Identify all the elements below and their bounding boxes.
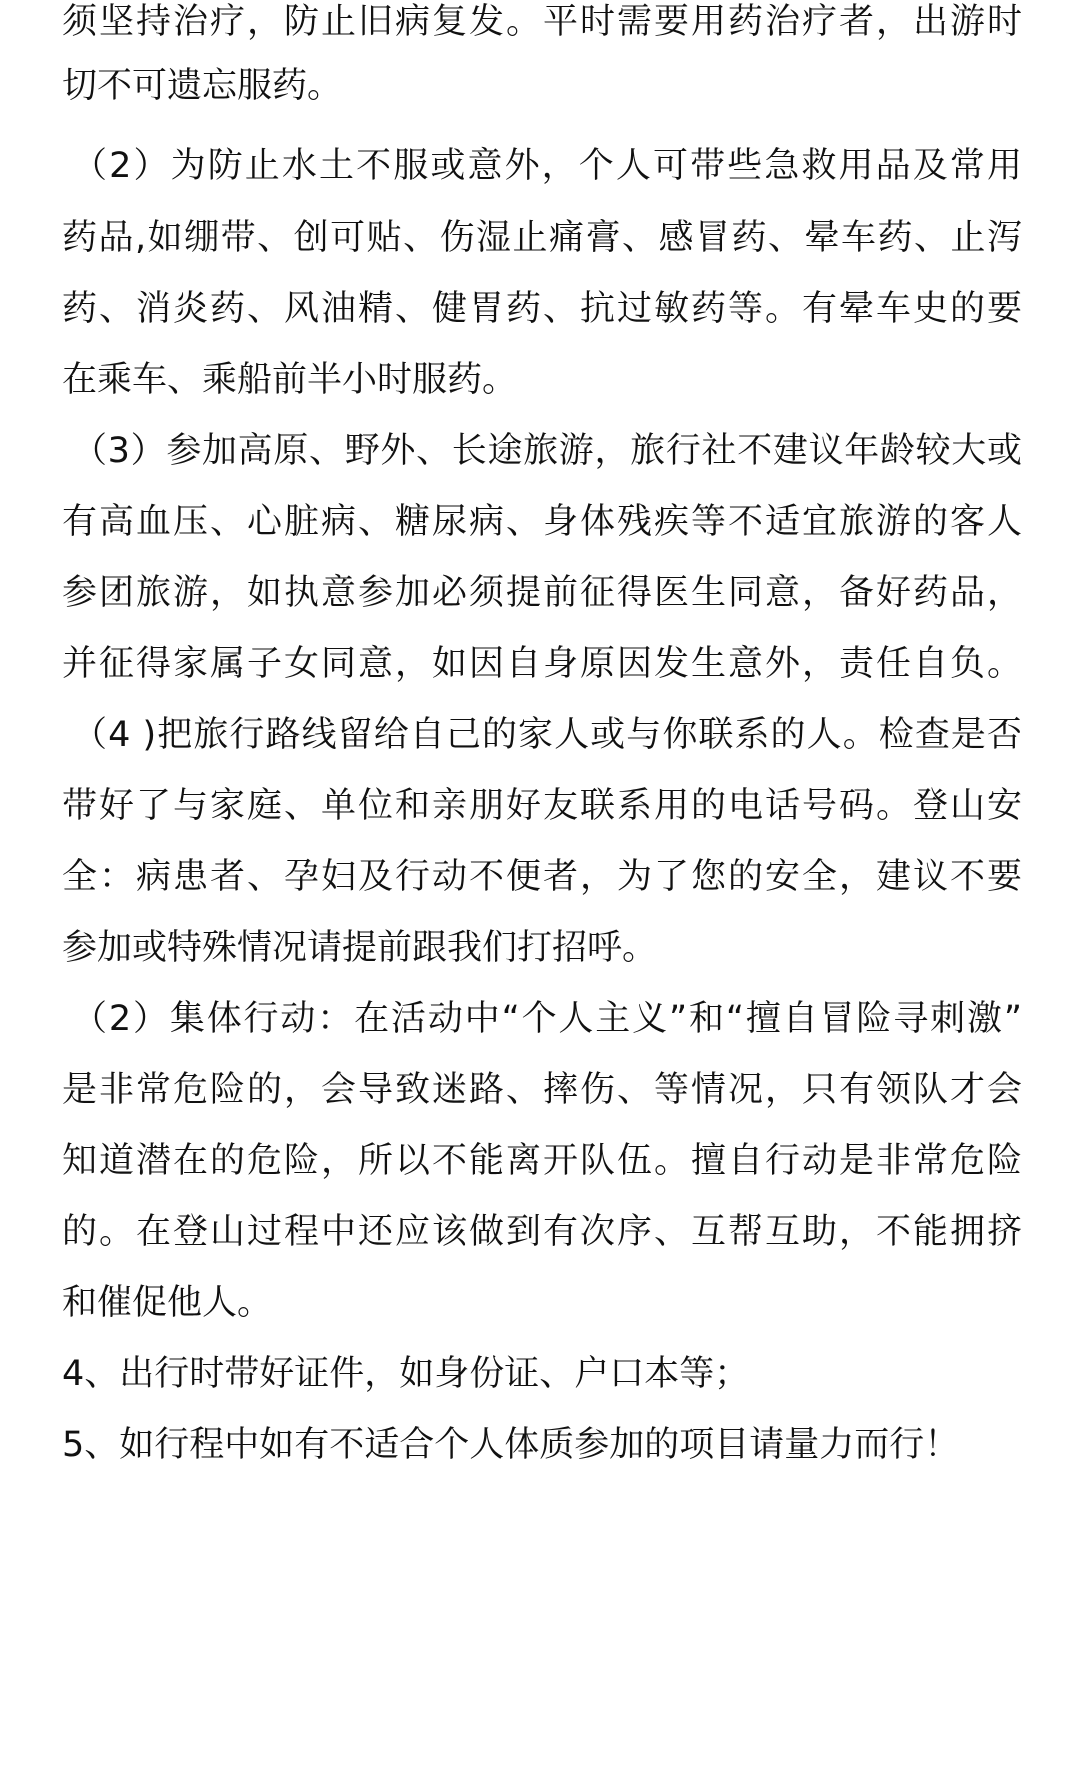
text-line: 知道潜在的危险，所以不能离开队伍。擅自行动是非常危险 (62, 1141, 1022, 1181)
text-line: 参团旅游，如执意参加必须提前征得医生同意，备好药品， (62, 573, 1022, 613)
text-line: 全：病患者、孕妇及行动不便者，为了您的安全，建议不要 (62, 857, 1022, 897)
text-line: 的。在登山过程中还应该做到有次序、互帮互助，不能拥挤 (62, 1212, 1022, 1252)
text-line: （4 )把旅行路线留给自己的家人或与你联系的人。检查是否 (72, 715, 1022, 755)
text-line: 须坚持治疗，防止旧病复发。平时需要用药治疗者，出游时 (62, 2, 1022, 42)
text-line: 5、如行程中如有不适合个人体质参加的项目请量力而行！ (62, 1425, 960, 1465)
text-line: （2）为防止水土不服或意外，个人可带些急救用品及常用 (72, 146, 1022, 186)
text-line: 并征得家属子女同意，如因自身原因发生意外，责任自负。 (62, 644, 1022, 684)
text-line: 是非常危险的，会导致迷路、摔伤、等情况，只有领队才会 (62, 1070, 1022, 1110)
text-line: 切不可遗忘服药。 (62, 66, 343, 106)
text-line: 4、出行时带好证件，如身份证、户口本等； (62, 1354, 750, 1394)
text-line: 药品,如绷带、创可贴、伤湿止痛膏、感冒药、晕车药、止泻 (62, 218, 1022, 258)
text-line: 在乘车、乘船前半小时服药。 (62, 360, 518, 400)
text-line: 药、消炎药、风油精、健胃药、抗过敏药等。有晕车史的要 (62, 289, 1022, 329)
text-line: 带好了与家庭、单位和亲朋好友联系用的电话号码。登山安 (62, 786, 1022, 826)
text-line: （3）参加高原、野外、长途旅游，旅行社不建议年龄较大或 (72, 431, 1022, 471)
text-line: 和催促他人。 (62, 1283, 273, 1323)
text-line: （2）集体行动：在活动中“个人主义”和“擅自冒险寻刺激” (72, 999, 1022, 1039)
text-line: 参加或特殊情况请提前跟我们打招呼。 (62, 928, 658, 968)
text-line: 有高血压、心脏病、糖尿病、身体残疾等不适宜旅游的客人 (62, 502, 1022, 542)
